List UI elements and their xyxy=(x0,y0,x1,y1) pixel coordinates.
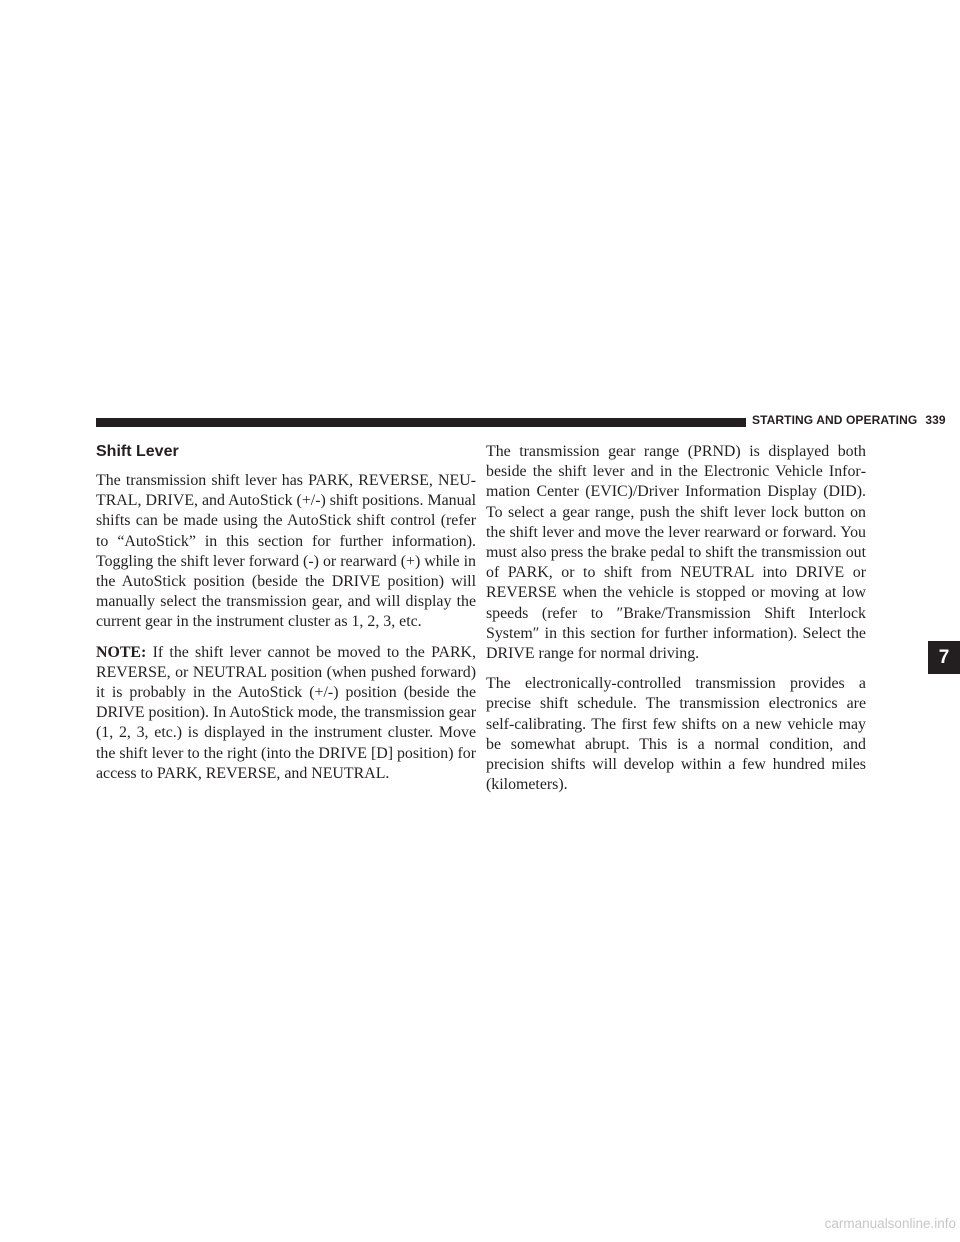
note-paragraph xyxy=(96,643,476,784)
section-name: STARTING AND OPERATING xyxy=(752,413,918,427)
right-column xyxy=(486,442,866,805)
page-number: 339 xyxy=(925,413,946,427)
chapter-tab: 7 xyxy=(928,641,960,674)
section-title: Shift Lever xyxy=(96,443,179,460)
body-paragraph: The electronically-controlled transmission provides a precise shift schedule. The transmission electronics are self-calibrating. The first few shifts on a new vehicle may be somewhat abrupt. This is a normal condition, and precision shifts will develop within a few hundred miles (kilometers). xyxy=(486,675,866,794)
left-column xyxy=(96,442,476,794)
body-paragraph: The transmission shift lever has PARK, REVERSE, NEUTRAL, DRIVE, and AutoStick (+/-) shift positions. Manual shifts can be made using the AutoStick shift control (refer to “AutoStick” in this section for further information). Toggling the shift lever forward (-) or rearward (+) while in the AutoStick position (beside the DRIVE position) will manually select the transmission gear, and will display the current gear in the instrument cluster as 1, 2, 3, etc. xyxy=(96,472,476,631)
note-label: NOTE: xyxy=(96,643,147,661)
note-text: If the shift lever cannot be moved to the PARK, REVERSE, or NEUTRAL position (when pushed forward) it is probably in the AutoStick (+/-) position (beside the DRIVE position). In AutoStick mode, the transmission gear (1, 2, 3, etc.) is displayed in the instrument cluster. Move the shift lever to the right (into the DRIVE [D] position) for access to PARK, REVERSE, and NEUTRAL. xyxy=(96,643,477,782)
running-header xyxy=(752,413,946,427)
header-rule xyxy=(96,418,746,427)
body-paragraph: The transmission gear range (PRND) is displayed both beside the shift lever and in the Electronic Vehicle Information Center (EVIC)/Driver Information Display (DID). To select a gear range, push the shift lever lock button on the shift lever and move the lever rearward or forward. You must also press the brake pedal to shift the transmission out of PARK, or to shift from NEUTRAL into DRIVE or REVERSE when the vehicle is stopped or moving at low speeds (refer to ″Brake/Transmission Shift Interlock System″ in this section for further information). Select the DRIVE range for normal driving. xyxy=(486,443,866,663)
watermark-text: carmanualsonline.info xyxy=(824,1216,956,1231)
